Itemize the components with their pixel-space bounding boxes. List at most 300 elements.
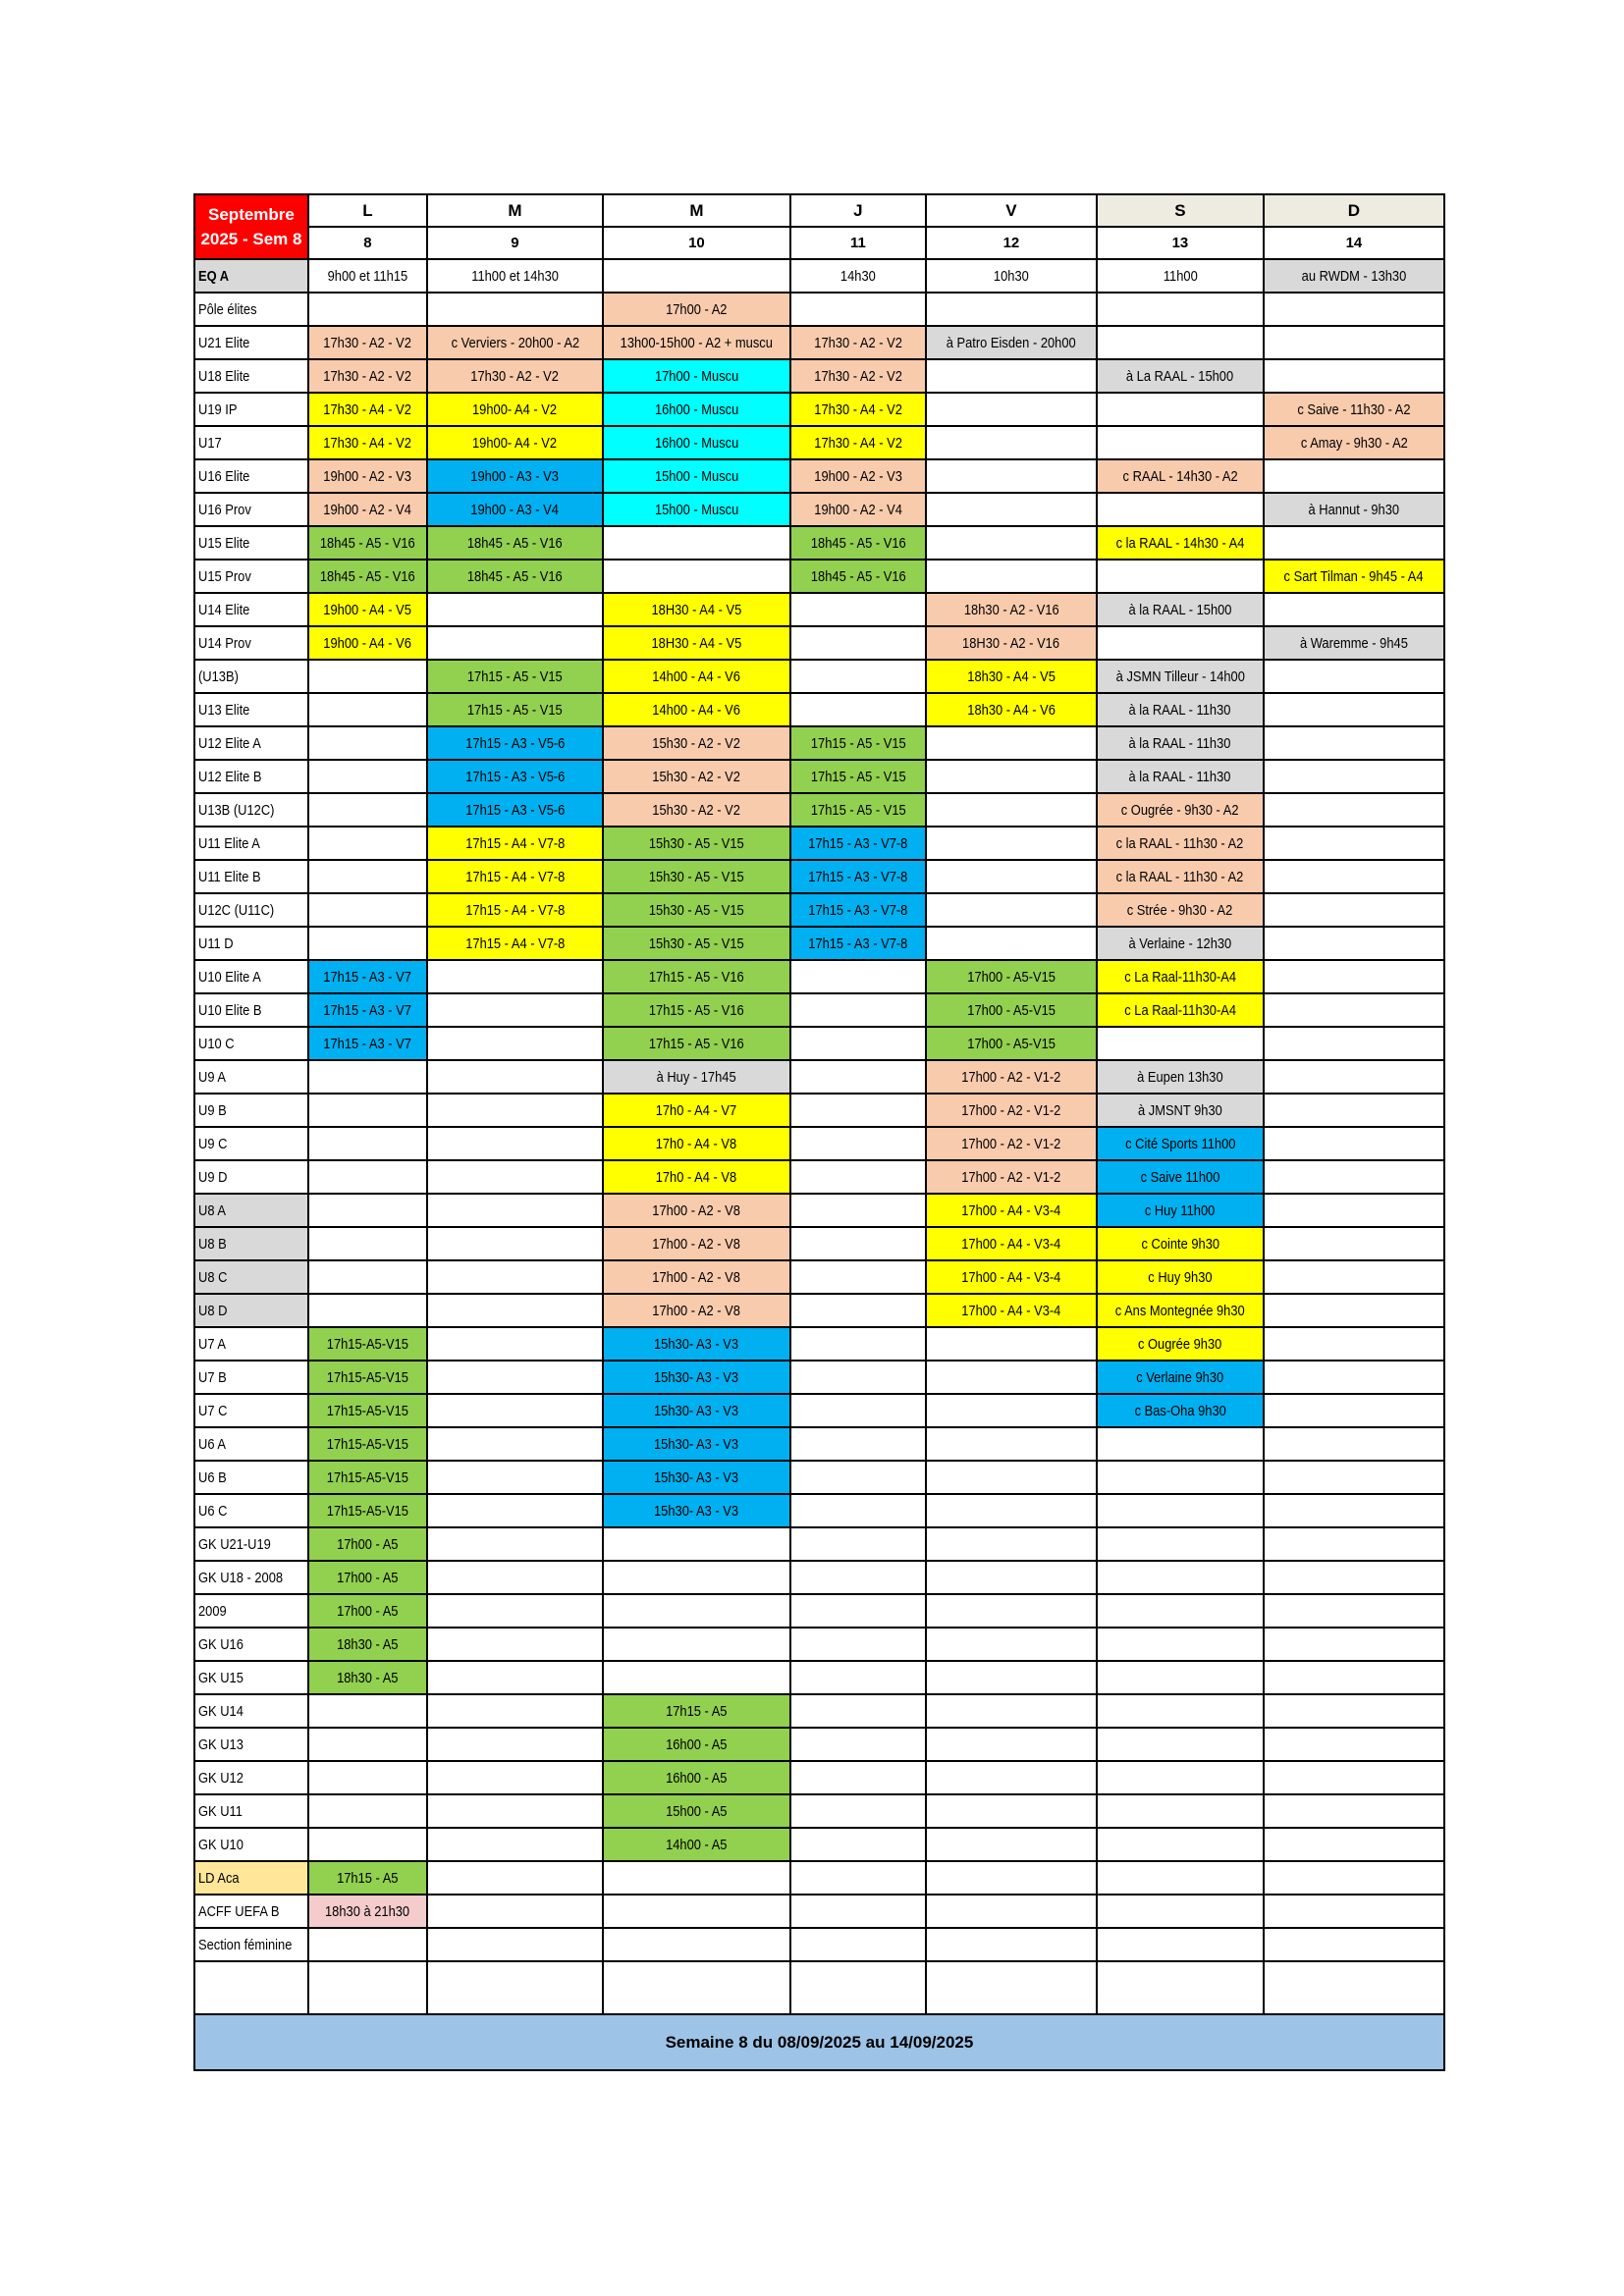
team-label-text: U7 B <box>198 1368 227 1386</box>
schedule-cell-sat <box>1097 1160 1264 1194</box>
table-row <box>194 1427 1444 1461</box>
schedule-cell-text: 17h30 - A2 - V2 <box>814 334 902 351</box>
team-label-text: U19 IP <box>198 400 238 418</box>
day-header-fri: V <box>926 194 1097 227</box>
schedule-cell-fri <box>926 1294 1097 1327</box>
schedule-cell-sun <box>1264 1694 1444 1728</box>
schedule-cell-text: 17h15 - A5 - V15 <box>810 734 906 752</box>
table-row <box>194 893 1444 927</box>
schedule-cell-text: à Huy - 17h45 <box>656 1068 736 1086</box>
schedule-cell-tue <box>427 1561 603 1594</box>
schedule-cell-tue <box>427 660 603 693</box>
team-label-text: GK U16 <box>198 1635 244 1653</box>
schedule-cell-tue <box>427 1861 603 1895</box>
schedule-cell-sat <box>1097 1794 1264 1828</box>
schedule-cell-sun <box>1264 560 1444 593</box>
team-label <box>194 1794 308 1828</box>
schedule-cell-text: 14h00 - A4 - V6 <box>652 701 741 719</box>
schedule-cell-text: c Amay - 9h30 - A2 <box>1300 434 1408 452</box>
team-label <box>194 1327 308 1361</box>
schedule-cell-sat <box>1097 1594 1264 1628</box>
schedule-cell-tue <box>427 1628 603 1661</box>
schedule-cell-thu <box>790 526 926 560</box>
schedule-cell-text: 17h30 - A4 - V2 <box>323 400 412 418</box>
schedule-cell-sat <box>1097 1828 1264 1861</box>
schedule-cell-fri <box>926 893 1097 927</box>
schedule-cell-text: 17h00 - A4 - V3-4 <box>961 1235 1061 1253</box>
team-label <box>194 1728 308 1761</box>
schedule-cell-text: 17h15 - A4 - V7-8 <box>464 901 565 919</box>
date-header-tue: 9 <box>427 227 603 259</box>
schedule-cell-wed <box>603 1861 790 1895</box>
schedule-cell-wed <box>603 760 790 793</box>
schedule-cell-fri <box>926 1761 1097 1794</box>
schedule-cell-text: 11h00 et 14h30 <box>471 267 559 285</box>
team-label <box>194 693 308 726</box>
schedule-cell-sun <box>1264 1494 1444 1527</box>
schedule-cell-mon <box>308 359 427 393</box>
schedule-cell-text: c Cointe 9h30 <box>1141 1235 1219 1253</box>
schedule-cell-text: 17h00 - A2 - V8 <box>652 1235 741 1253</box>
schedule-cell-sun <box>1264 1728 1444 1761</box>
schedule-cell-thu <box>790 1127 926 1160</box>
schedule-cell-fri <box>926 1461 1097 1494</box>
schedule-cell-sun <box>1264 1794 1444 1828</box>
schedule-cell-text: 16h00 - Muscu <box>654 400 739 418</box>
schedule-cell-thu <box>790 827 926 860</box>
schedule-cell-text: 19h00 - A3 - V4 <box>470 501 560 518</box>
schedule-cell-wed <box>603 693 790 726</box>
schedule-cell-sat <box>1097 927 1264 960</box>
schedule-cell-thu <box>790 1561 926 1594</box>
schedule-cell-tue <box>427 993 603 1027</box>
schedule-cell-wed <box>603 1728 790 1761</box>
schedule-cell-text: 17h30 - A4 - V2 <box>814 400 902 418</box>
schedule-cell-tue <box>427 1661 603 1694</box>
schedule-cell-text: 19h00 - A2 - V3 <box>814 467 902 485</box>
schedule-cell-text: c Ans Montegnée 9h30 <box>1114 1302 1245 1319</box>
schedule-cell-thu <box>790 1094 926 1127</box>
schedule-cell-sun <box>1264 1327 1444 1361</box>
table-row <box>194 359 1444 393</box>
header-dates-row <box>194 227 1444 259</box>
schedule-cell-text: 15h30 - A5 - V15 <box>648 934 744 952</box>
table-row <box>194 459 1444 493</box>
table-row <box>194 1794 1444 1828</box>
schedule-cell-text: 17h15-A5-V15 <box>326 1435 409 1453</box>
blank-row <box>194 1961 1444 2014</box>
schedule-cell-tue <box>427 493 603 526</box>
schedule-cell-mon <box>308 660 427 693</box>
schedule-cell-thu <box>790 993 926 1027</box>
schedule-cell-fri <box>926 326 1097 359</box>
schedule-cell-sun <box>1264 1361 1444 1394</box>
table-row <box>194 860 1444 893</box>
team-label <box>194 1260 308 1294</box>
team-label-text: U15 Prov <box>198 567 251 585</box>
schedule-cell-mon <box>308 1361 427 1394</box>
schedule-cell-text: à Hannut - 9h30 <box>1308 501 1400 518</box>
team-label-text: U11 D <box>198 934 234 952</box>
schedule-cell-text: 17h15 - A5 <box>666 1702 728 1720</box>
schedule-cell-text: 9h00 et 11h15 <box>327 267 408 285</box>
schedule-cell-mon <box>308 1027 427 1060</box>
team-label-text: 2009 <box>198 1602 227 1620</box>
schedule-cell-tue <box>427 893 603 927</box>
schedule-cell-sun <box>1264 359 1444 393</box>
schedule-cell-tue <box>427 1694 603 1728</box>
schedule-cell-text: 17h00 - A5-V15 <box>967 968 1056 986</box>
schedule-cell-sat <box>1097 426 1264 459</box>
schedule-cell-sun <box>1264 526 1444 560</box>
schedule-cell-mon <box>308 1794 427 1828</box>
schedule-cell-tue <box>427 1494 603 1527</box>
schedule-cell-tue <box>427 526 603 560</box>
schedule-cell-text: 18H30 - A2 - V16 <box>962 634 1060 652</box>
schedule-cell-text: 17h00 - A5 <box>337 1569 399 1586</box>
schedule-cell-sun <box>1264 893 1444 927</box>
schedule-cell-mon <box>308 1427 427 1461</box>
schedule-cell-text: 17h0 - A4 - V8 <box>656 1135 737 1152</box>
schedule-cell-text: 13h00-15h00 - A2 + muscu <box>620 334 774 351</box>
schedule-cell-thu <box>790 1327 926 1361</box>
schedule-cell-mon <box>308 927 427 960</box>
schedule-cell-sat <box>1097 660 1264 693</box>
team-label-text: GK U18 - 2008 <box>198 1569 284 1586</box>
team-label-text: U17 <box>198 434 222 452</box>
table-row <box>194 760 1444 793</box>
schedule-cell-tue <box>427 1728 603 1761</box>
schedule-cell-mon <box>308 893 427 927</box>
schedule-cell-thu <box>790 1628 926 1661</box>
schedule-cell-text: au RWDM - 13h30 <box>1301 267 1407 285</box>
schedule-cell-sat <box>1097 1260 1264 1294</box>
schedule-cell-sun <box>1264 726 1444 760</box>
schedule-cell-text: 16h00 - A5 <box>666 1735 728 1753</box>
schedule-cell-wed <box>603 326 790 359</box>
schedule-cell-text: 18h30 - A2 - V16 <box>963 601 1059 618</box>
schedule-cell-tue <box>427 1127 603 1160</box>
schedule-cell-wed <box>603 459 790 493</box>
date-header-wed: 10 <box>603 227 790 259</box>
schedule-cell-sat <box>1097 1928 1264 1961</box>
schedule-cell-thu <box>790 1227 926 1260</box>
team-label-text: GK U11 <box>198 1802 243 1820</box>
schedule-cell-fri <box>926 1194 1097 1227</box>
schedule-cell-text: 17h00 - A2 - V8 <box>652 1302 741 1319</box>
schedule-cell-text: 17h15 - A5 - V16 <box>648 1035 744 1052</box>
schedule-cell-sat <box>1097 760 1264 793</box>
schedule-cell-text: 18h30 - A4 - V5 <box>967 667 1056 685</box>
team-label-text: GK U14 <box>198 1702 244 1720</box>
schedule-cell-text: 15h30- A3 - V3 <box>654 1402 739 1419</box>
schedule-cell-text: 17h15 - A5 - V16 <box>648 968 744 986</box>
schedule-cell-thu <box>790 1194 926 1227</box>
schedule-cell-text: 17h15-A5-V15 <box>326 1402 409 1419</box>
schedule-cell-text: c Strée - 9h30 - A2 <box>1127 901 1233 919</box>
month-header <box>194 194 308 259</box>
schedule-cell-mon <box>308 1294 427 1327</box>
schedule-cell-mon <box>308 1928 427 1961</box>
schedule-cell-text: 19h00- A4 - V2 <box>472 400 558 418</box>
schedule-cell-fri <box>926 1694 1097 1728</box>
table-row <box>194 1361 1444 1394</box>
schedule-cell-wed <box>603 1828 790 1861</box>
table-row <box>194 293 1444 326</box>
schedule-cell-fri <box>926 1260 1097 1294</box>
schedule-cell-tue <box>427 1361 603 1394</box>
schedule-cell-thu <box>790 1160 926 1194</box>
team-label <box>194 1127 308 1160</box>
team-label-text: U18 Elite <box>198 367 250 385</box>
schedule-cell-text: 18h30 - A4 - V6 <box>967 701 1056 719</box>
schedule-cell-thu <box>790 1661 926 1694</box>
schedule-cell-thu <box>790 927 926 960</box>
schedule-cell-wed <box>603 426 790 459</box>
schedule-cell-fri <box>926 1327 1097 1361</box>
schedule-cell-tue <box>427 827 603 860</box>
team-label <box>194 760 308 793</box>
schedule-cell-sat <box>1097 793 1264 827</box>
schedule-cell-sun <box>1264 493 1444 526</box>
schedule-cell-text: 18H30 - A4 - V5 <box>651 601 742 618</box>
table-row <box>194 1694 1444 1728</box>
schedule-cell-thu <box>790 1728 926 1761</box>
team-label-text: U16 Elite <box>198 467 250 485</box>
team-label <box>194 1194 308 1227</box>
schedule-cell-tue <box>427 1060 603 1094</box>
schedule-cell-fri <box>926 526 1097 560</box>
schedule-cell-tue <box>427 860 603 893</box>
team-label-text: U13B (U12C) <box>198 801 275 819</box>
schedule-cell-fri <box>926 1427 1097 1461</box>
schedule-cell-text: 14h30 <box>839 267 876 285</box>
schedule-cell-text: à JSMN Tilleur - 14h00 <box>1115 667 1245 685</box>
schedule-cell-fri <box>926 1828 1097 1861</box>
team-label <box>194 1561 308 1594</box>
schedule-cell-mon <box>308 560 427 593</box>
schedule-cell-sun <box>1264 1394 1444 1427</box>
schedule-cell-sat <box>1097 493 1264 526</box>
schedule-cell-tue <box>427 593 603 626</box>
schedule-cell-sat <box>1097 1194 1264 1227</box>
team-label-text: (U13B) <box>198 667 239 685</box>
schedule-cell-wed <box>603 1060 790 1094</box>
team-label-text: ACFF UEFA B <box>198 1902 280 1920</box>
schedule-cell-fri <box>926 1628 1097 1661</box>
schedule-cell-text: 17h15 - A3 - V7-8 <box>808 901 908 919</box>
date-header-thu: 11 <box>790 227 926 259</box>
schedule-cell-fri <box>926 1561 1097 1594</box>
schedule-cell-mon <box>308 1628 427 1661</box>
schedule-cell-mon <box>308 1260 427 1294</box>
schedule-cell-tue <box>427 359 603 393</box>
schedule-cell-sat <box>1097 860 1264 893</box>
team-label-text: U8 A <box>198 1201 226 1219</box>
team-label <box>194 1628 308 1661</box>
schedule-cell-fri <box>926 693 1097 726</box>
schedule-cell-sun <box>1264 1661 1444 1694</box>
schedule-cell-text: 17h00 - A5 <box>337 1602 399 1620</box>
schedule-cell-fri <box>926 259 1097 293</box>
month-line-1: Septembre <box>208 205 295 224</box>
schedule-cell-sun <box>1264 1227 1444 1260</box>
schedule-cell-mon <box>308 493 427 526</box>
schedule-cell-sun <box>1264 1461 1444 1494</box>
schedule-cell-text: 14h00 - A5 <box>666 1836 728 1853</box>
schedule-cell-sun <box>1264 593 1444 626</box>
schedule-cell-wed <box>603 593 790 626</box>
schedule-cell-tue <box>427 1828 603 1861</box>
table-row <box>194 1094 1444 1127</box>
header-days-row <box>194 194 1444 227</box>
team-label-text: U16 Prov <box>198 501 251 518</box>
schedule-cell-sun <box>1264 1628 1444 1661</box>
schedule-cell-fri <box>926 660 1097 693</box>
schedule-cell-text: 19h00 - A2 - V3 <box>323 467 412 485</box>
schedule-cell-tue <box>427 1094 603 1127</box>
schedule-cell-mon <box>308 1327 427 1361</box>
schedule-cell-tue <box>427 1227 603 1260</box>
schedule-cell-mon <box>308 593 427 626</box>
schedule-cell-text: 18h45 - A5 - V16 <box>466 534 563 552</box>
schedule-cell-mon <box>308 426 427 459</box>
schedule-cell-sun <box>1264 1027 1444 1060</box>
schedule-cell-text: à Eupen 13h30 <box>1137 1068 1223 1086</box>
table-row <box>194 1327 1444 1361</box>
team-label <box>194 927 308 960</box>
schedule-cell-thu <box>790 960 926 993</box>
schedule-cell-wed <box>603 1160 790 1194</box>
schedule-cell-thu <box>790 660 926 693</box>
table-row <box>194 259 1444 293</box>
schedule-cell-fri <box>926 593 1097 626</box>
table-row <box>194 626 1444 660</box>
schedule-cell-tue <box>427 693 603 726</box>
team-label <box>194 660 308 693</box>
schedule-cell-mon <box>308 393 427 426</box>
date-header-sun: 14 <box>1264 227 1444 259</box>
team-label <box>194 1027 308 1060</box>
day-header-sat: S <box>1097 194 1264 227</box>
table-row <box>194 1661 1444 1694</box>
schedule-cell-wed <box>603 1928 790 1961</box>
schedule-cell-text: 15h00 - Muscu <box>654 501 739 518</box>
schedule-cell-sun <box>1264 1928 1444 1961</box>
schedule-cell-thu <box>790 593 926 626</box>
schedule-cell-sat <box>1097 1461 1264 1494</box>
schedule-cell-sun <box>1264 426 1444 459</box>
team-label-text: U13 Elite <box>198 701 250 719</box>
schedule-cell-text: 15h30 - A5 - V15 <box>648 868 744 885</box>
schedule-cell-mon <box>308 1728 427 1761</box>
schedule-cell-fri <box>926 960 1097 993</box>
schedule-cell-sat <box>1097 1127 1264 1160</box>
date-header-fri: 12 <box>926 227 1097 259</box>
schedule-cell-thu <box>790 860 926 893</box>
schedule-cell-text: c la RAAL - 11h30 - A2 <box>1116 868 1244 885</box>
schedule-cell-tue <box>427 560 603 593</box>
schedule-cell-wed <box>603 1527 790 1561</box>
schedule-cell-thu <box>790 1294 926 1327</box>
month-line-2: 2025 - Sem 8 <box>200 230 302 248</box>
schedule-cell-thu <box>790 1394 926 1427</box>
schedule-cell-sat <box>1097 1694 1264 1728</box>
team-label-text: U21 Elite <box>198 334 250 351</box>
schedule-cell-fri <box>926 1661 1097 1694</box>
team-label <box>194 426 308 459</box>
schedule-cell-fri <box>926 1728 1097 1761</box>
team-label <box>194 793 308 827</box>
schedule-cell-sat <box>1097 1861 1264 1895</box>
schedule-cell-mon <box>308 793 427 827</box>
schedule-cell-fri <box>926 1394 1097 1427</box>
schedule-cell-wed <box>603 1227 790 1260</box>
schedule-cell-text: 17h15-A5-V15 <box>326 1468 409 1486</box>
schedule-cell-fri <box>926 560 1097 593</box>
team-label-text: GK U21-U19 <box>198 1535 271 1553</box>
team-label <box>194 726 308 760</box>
schedule-cell-text: 15h30 - A2 - V2 <box>652 801 741 819</box>
schedule-cell-fri <box>926 1094 1097 1127</box>
schedule-cell-text: 15h30 - A2 - V2 <box>652 768 741 785</box>
blank-cell <box>603 1961 790 2014</box>
schedule-cell-wed <box>603 1661 790 1694</box>
team-label <box>194 860 308 893</box>
schedule-cell-mon <box>308 726 427 760</box>
team-label <box>194 526 308 560</box>
team-label <box>194 1494 308 1527</box>
schedule-cell-wed <box>603 726 790 760</box>
schedule-cell-sat <box>1097 1060 1264 1094</box>
schedule-cell-text: 15h30- A3 - V3 <box>654 1468 739 1486</box>
schedule-cell-text: 15h30 - A2 - V2 <box>652 734 741 752</box>
schedule-cell-text: 17h15 - A3 - V7-8 <box>808 834 908 852</box>
schedule-cell-wed <box>603 1895 790 1928</box>
table-row <box>194 1561 1444 1594</box>
schedule-cell-thu <box>790 793 926 827</box>
schedule-cell-wed <box>603 526 790 560</box>
schedule-cell-text: 17h15 - A5 - V15 <box>810 801 906 819</box>
table-row <box>194 326 1444 359</box>
schedule-cell-thu <box>790 726 926 760</box>
team-label-text: Section féminine <box>198 1936 293 1953</box>
schedule-cell-wed <box>603 393 790 426</box>
schedule-cell-fri <box>926 1060 1097 1094</box>
schedule-cell-sat <box>1097 359 1264 393</box>
table-row <box>194 1027 1444 1060</box>
schedule-cell-mon <box>308 1060 427 1094</box>
schedule-cell-mon <box>308 1761 427 1794</box>
table-row <box>194 426 1444 459</box>
schedule-cell-text: 18h45 - A5 - V16 <box>810 534 906 552</box>
schedule-cell-thu <box>790 359 926 393</box>
schedule-cell-thu <box>790 560 926 593</box>
schedule-cell-wed <box>603 1194 790 1227</box>
schedule-cell-mon <box>308 827 427 860</box>
schedule-cell-text: 17h15-A5-V15 <box>326 1502 409 1520</box>
schedule-cell-text: 17h30 - A4 - V2 <box>814 434 902 452</box>
schedule-cell-tue <box>427 1461 603 1494</box>
table-row <box>194 1594 1444 1628</box>
schedule-cell-fri <box>926 493 1097 526</box>
team-label <box>194 960 308 993</box>
schedule-cell-sun <box>1264 259 1444 293</box>
schedule-cell-thu <box>790 493 926 526</box>
schedule-cell-thu <box>790 1694 926 1728</box>
schedule-cell-thu <box>790 1828 926 1861</box>
schedule-cell-fri <box>926 1027 1097 1060</box>
